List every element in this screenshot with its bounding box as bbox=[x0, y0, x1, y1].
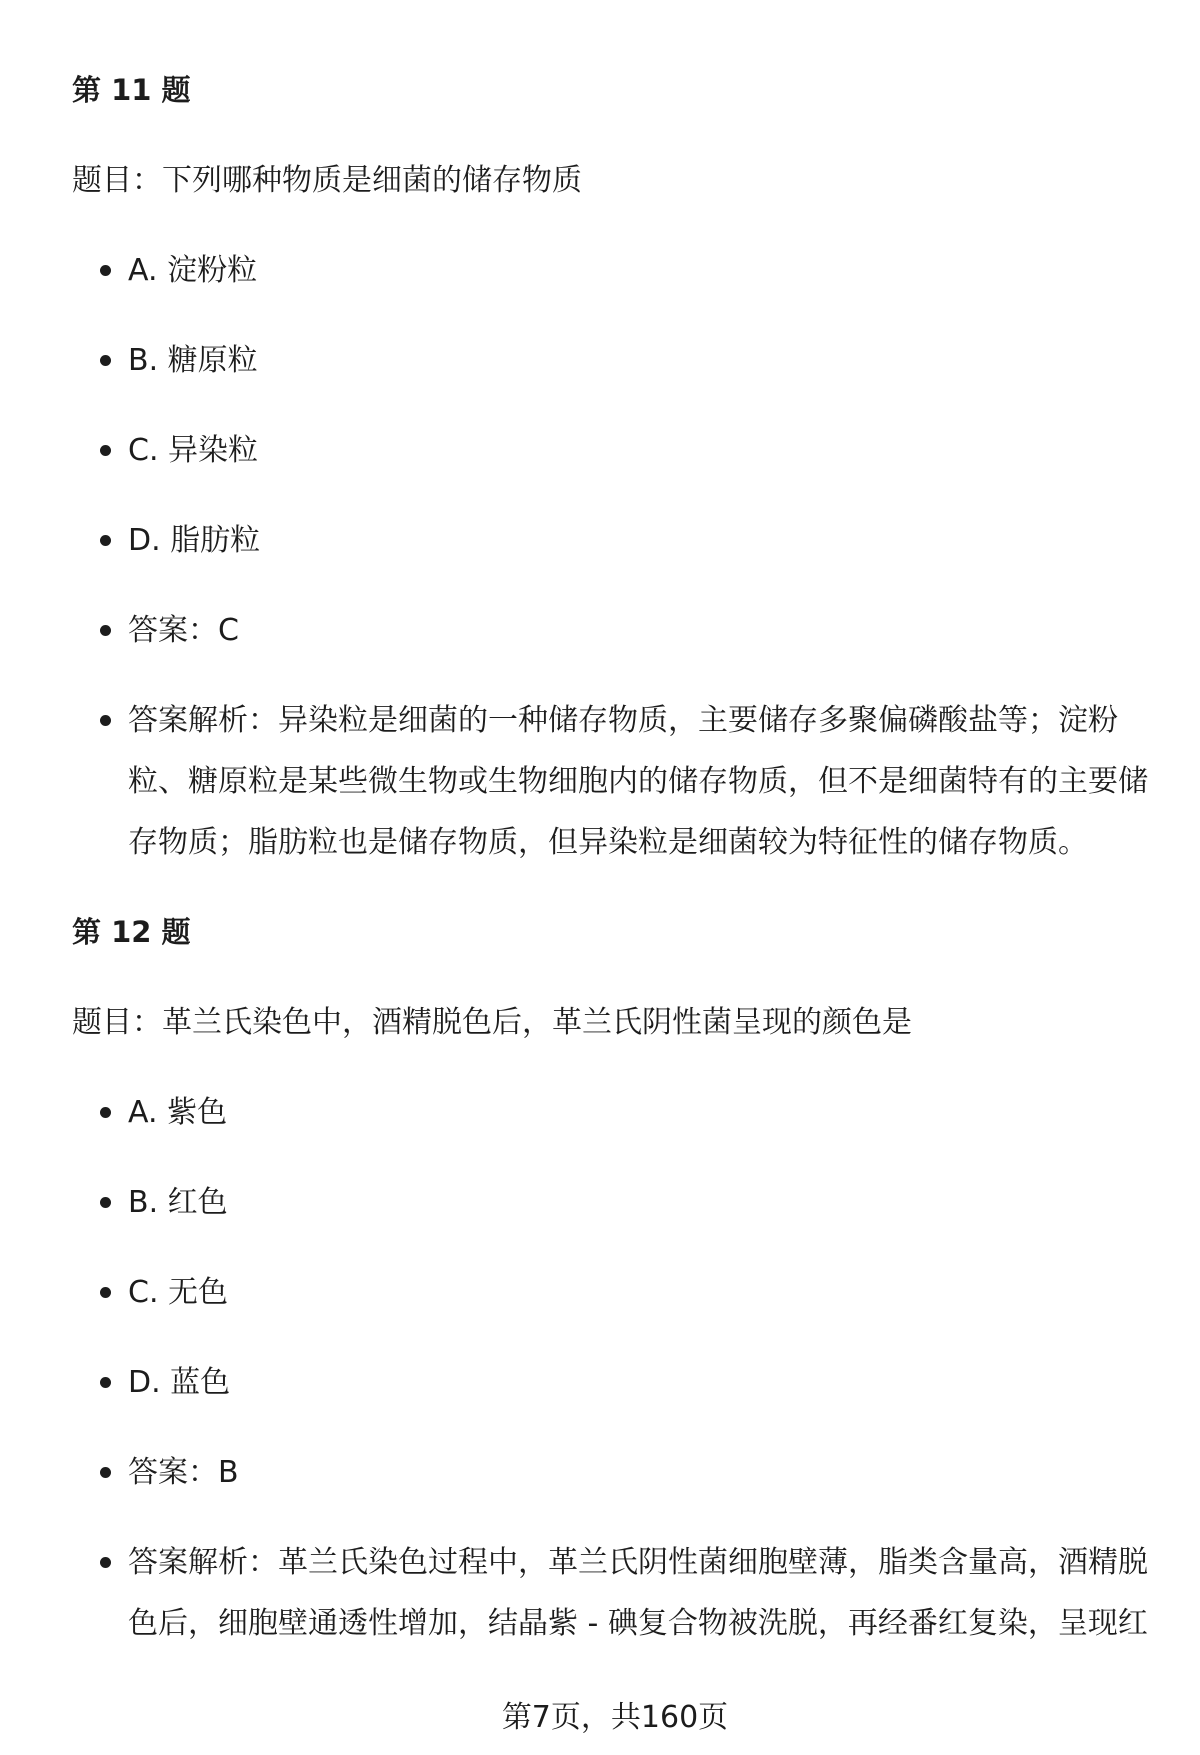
question-block-11 bbox=[72, 60, 1150, 873]
bullet-icon bbox=[100, 1377, 111, 1388]
bullet-icon bbox=[100, 625, 111, 636]
bullet-icon bbox=[100, 1557, 111, 1568]
options-list bbox=[72, 1082, 1150, 1654]
option-item-b bbox=[128, 330, 1150, 391]
page-number-footer: 第7页，共160页 bbox=[501, 1700, 729, 1735]
explanation-text: 答案解析：异染粒是细菌的一种储存物质，主要储存多聚偏磷酸盐等；淀粉粒、糖原粒是某些微生物或生物细胞内的储存物质，但不是细菌特有的主要储存物质；脂肪粒也是储存物质，但异染粒是细菌较为特征性的储存物质。 bbox=[128, 703, 1148, 860]
explanation-text: 答案解析：革兰氏染色过程中，革兰氏阴性菌细胞壁薄，脂类含量高，酒精脱色后，细胞壁通透性增加，结晶紫 - 碘复合物被洗脱，再经番红复染，呈现红 bbox=[128, 1545, 1148, 1641]
option-item-a bbox=[128, 240, 1150, 301]
option-item-b bbox=[128, 1172, 1150, 1233]
option-text: D. 脂肪粒 bbox=[128, 523, 261, 558]
bullet-icon bbox=[100, 1197, 111, 1208]
bullet-icon bbox=[100, 265, 111, 276]
question-prompt: 题目：革兰氏染色中，酒精脱色后，革兰氏阴性菌呈现的颜色是 bbox=[72, 1005, 912, 1040]
option-text: D. 蓝色 bbox=[128, 1365, 231, 1400]
answer-item bbox=[128, 600, 1150, 661]
option-item-a bbox=[128, 1082, 1150, 1143]
options-list bbox=[72, 240, 1150, 873]
option-item-c bbox=[128, 420, 1150, 481]
question-prompt: 题目：下列哪种物质是细菌的储存物质 bbox=[72, 163, 582, 198]
option-item-c bbox=[128, 1262, 1150, 1323]
explanation-item bbox=[128, 690, 1150, 873]
option-text: A. 淀粉粒 bbox=[128, 253, 258, 288]
option-text: C. 异染粒 bbox=[128, 433, 259, 468]
bullet-icon bbox=[100, 1107, 111, 1118]
document-content bbox=[72, 60, 1150, 1683]
answer-text: 答案：B bbox=[128, 1455, 239, 1490]
explanation-item bbox=[128, 1532, 1150, 1654]
answer-item bbox=[128, 1442, 1150, 1503]
question-block-12 bbox=[72, 902, 1150, 1654]
question-heading: 第 11 题 bbox=[72, 73, 191, 107]
bullet-icon bbox=[100, 535, 111, 546]
bullet-icon bbox=[100, 1467, 111, 1478]
question-heading: 第 12 题 bbox=[72, 915, 191, 949]
option-text: B. 糖原粒 bbox=[128, 343, 258, 378]
bullet-icon bbox=[100, 1287, 111, 1298]
option-item-d bbox=[128, 1352, 1150, 1413]
option-text: C. 无色 bbox=[128, 1275, 229, 1310]
bullet-icon bbox=[100, 715, 111, 726]
option-item-d bbox=[128, 510, 1150, 571]
bullet-icon bbox=[100, 355, 111, 366]
option-text: B. 红色 bbox=[128, 1185, 228, 1220]
answer-text: 答案：C bbox=[128, 613, 239, 648]
option-text: A. 紫色 bbox=[128, 1095, 228, 1130]
bullet-icon bbox=[100, 445, 111, 456]
